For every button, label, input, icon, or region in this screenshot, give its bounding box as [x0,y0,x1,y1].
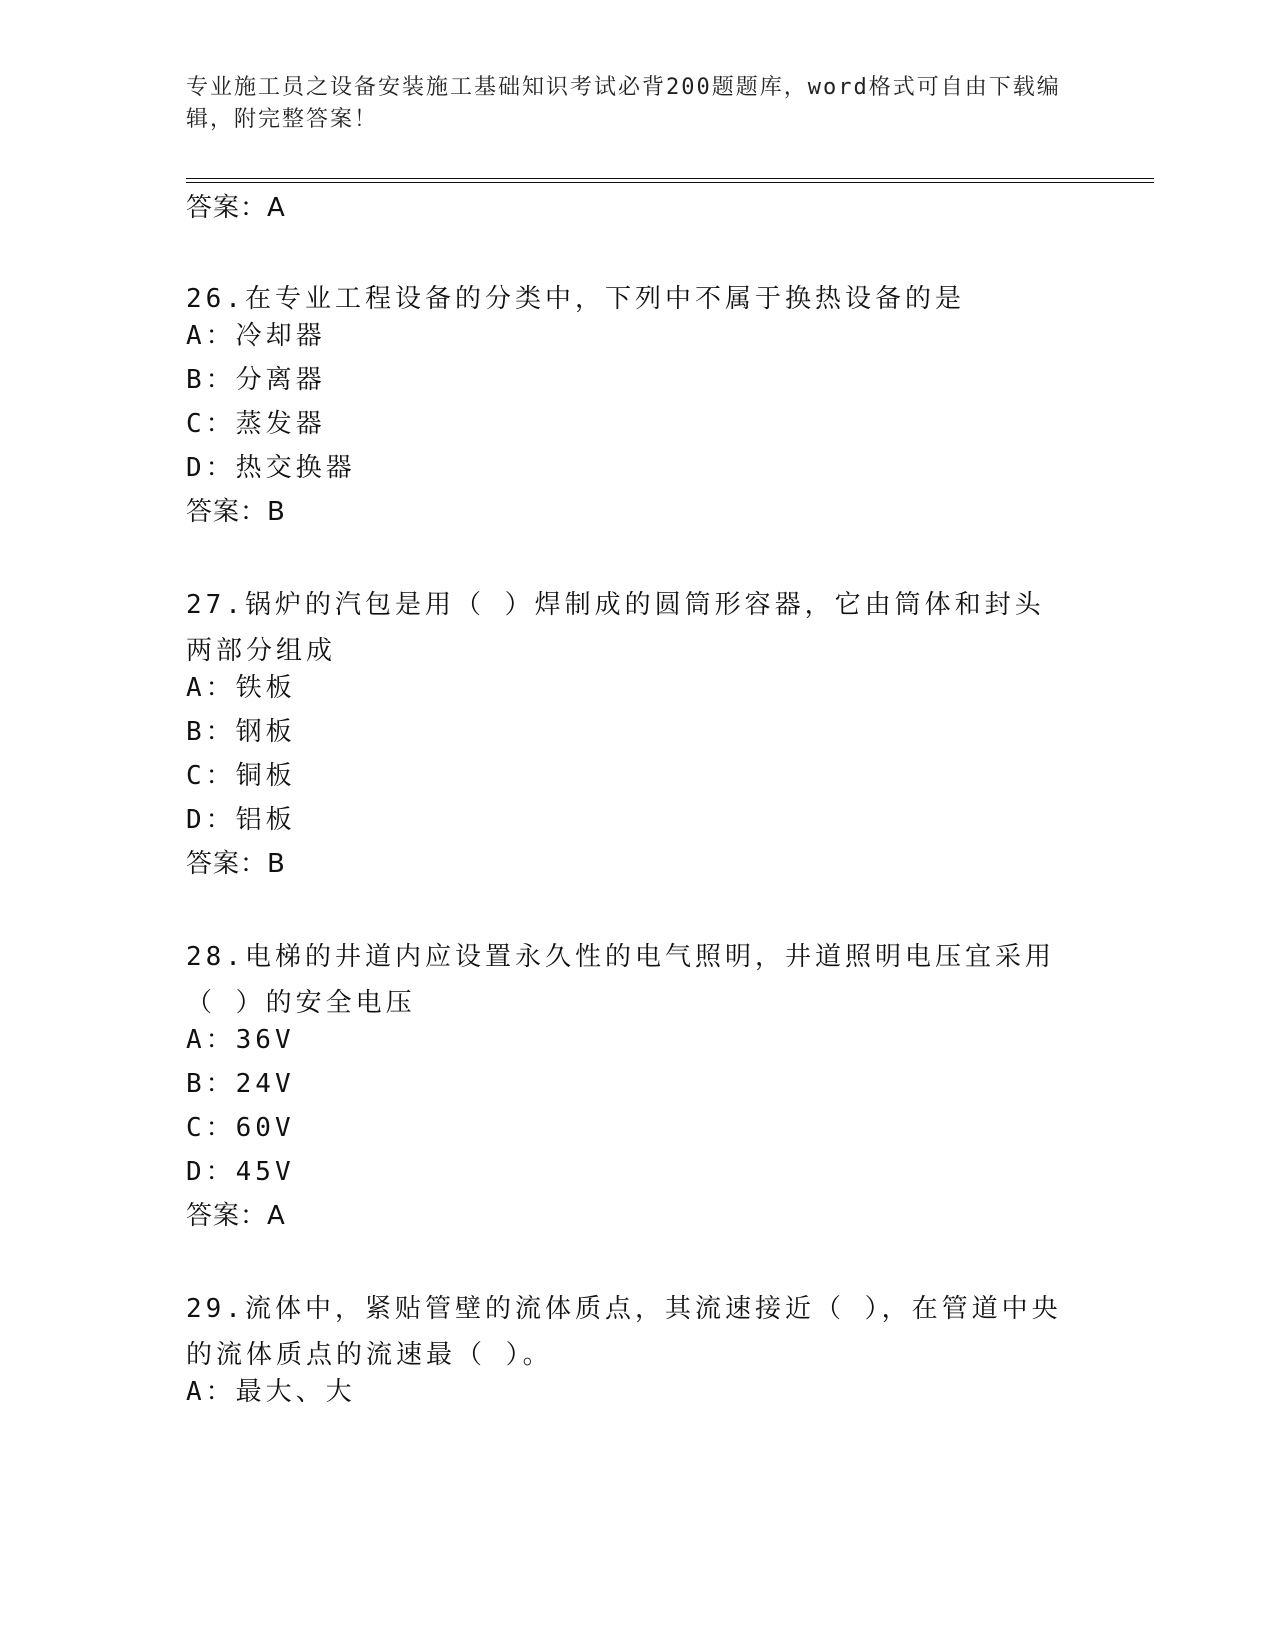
option-c: C：铜板 [186,761,296,791]
option-c: C：60V [186,1113,295,1143]
answer-line: 答案：A [186,1201,286,1231]
answer-line: 答案：A [186,193,286,223]
option-b: B：钢板 [186,717,296,747]
option-d: D：热交换器 [186,453,356,483]
option-a: A：铁板 [186,673,296,703]
question-stem: 29.流体中，紧贴管壁的流体质点，其流速接近（ ），在管道中央的流体质点的流速最（ ）。 [186,1294,1062,1370]
option-a: A：冷却器 [186,321,326,351]
option-a: A：36V [186,1025,295,1055]
option-d: D：铝板 [186,805,296,835]
question-stem: 28.电梯的井道内应设置永久性的电气照明，井道照明电压宜采用（ ）的安全电压 [186,942,1055,1018]
option-c: C：蒸发器 [186,409,326,439]
option-b: B：分离器 [186,365,326,395]
header-rule-top [186,178,1154,179]
question-stem: 27.锅炉的汽包是用（ ）焊制成的圆筒形容器，它由筒体和封头两部分组成 [186,590,1045,666]
question-stem: 26.在专业工程设备的分类中，下列中不属于换热设备的是 [186,284,965,314]
answer-line: 答案：B [186,497,286,527]
header-rule-bottom [186,182,1154,183]
option-d: D：45V [186,1157,295,1187]
answer-line: 答案：B [186,849,286,879]
document-header: 专业施工员之设备安装施工基础知识考试必背200题题库，word格式可自由下载编辑，附完整答案！ [186,75,1061,132]
option-b: B：24V [186,1069,295,1099]
option-a: A：最大、大 [186,1377,356,1407]
